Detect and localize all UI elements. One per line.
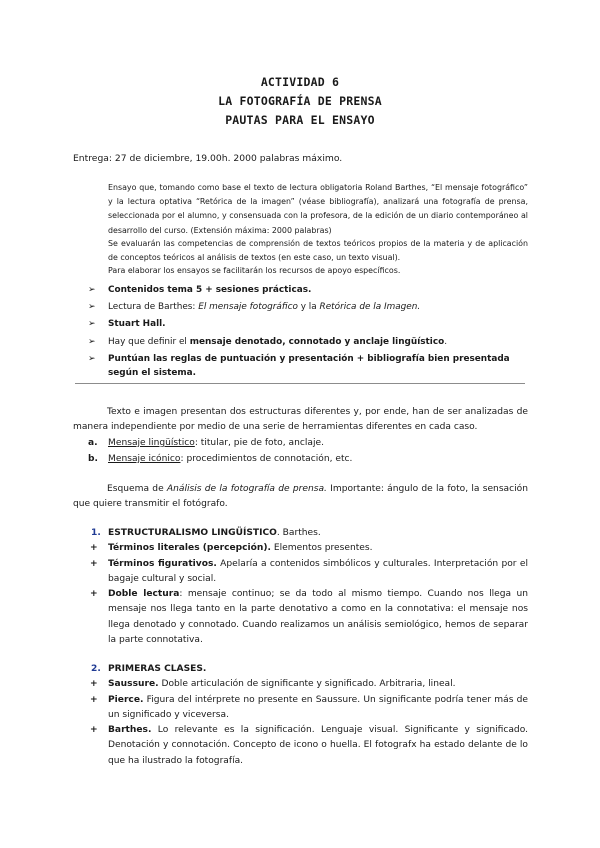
plus-bullet-icon: +	[90, 558, 98, 569]
guideline-text: .	[444, 336, 448, 347]
reading-title: El mensaje fotográfico	[198, 302, 298, 313]
guideline-item	[88, 300, 528, 314]
paragraph-text: Importante: ángulo de la foto, la sensación que quiere transmitir el fotógrafo.	[73, 484, 528, 509]
paragraph-text: Texto e imagen presentan dos estructuras diferentes y, por ende, han de ser analizadas de manera independiente por medio de una serie de herramientas diferentes en cada caso.	[73, 407, 528, 432]
guideline-text: Contenidos tema 5 + sesiones prácticas.	[108, 285, 312, 295]
section-item	[88, 587, 528, 648]
guideline-bold-text: mensaje denotado, connotado y anclaje lingüístico	[189, 336, 445, 347]
guideline-text: Puntúan las reglas de puntuación y presentación + bibliografía bien presentada según el sistema.	[108, 353, 510, 379]
paragraph-text: Esquema de	[107, 484, 167, 494]
arrow-bullet-icon: ➢	[88, 285, 96, 295]
section-primeras-clases	[88, 662, 528, 769]
item-term: Pierce.	[108, 694, 144, 705]
intro-paragraph-3: Para elaborar los ensayos se facilitarán los recursos de apoyo específicos.	[108, 266, 401, 275]
divider	[75, 383, 525, 384]
list-label: b.	[88, 454, 98, 464]
section-item	[88, 557, 528, 588]
guideline-item	[88, 352, 528, 380]
guideline-item	[88, 283, 528, 297]
item-term: Doble lectura	[108, 589, 180, 600]
list-item	[88, 435, 352, 451]
section-item	[88, 677, 528, 692]
section-item	[88, 541, 528, 556]
plus-bullet-icon: +	[90, 694, 98, 705]
list-text: : procedimientos de connotación, etc.	[180, 454, 353, 464]
section-item	[88, 693, 528, 724]
reading-title: Retórica de la Imagen.	[319, 302, 421, 313]
item-term: Términos literales (percepción).	[108, 543, 271, 554]
item-text: : mensaje continuo; se da todo al mismo tiempo. Cuando nos llega un mensaje nos llega tanto en la parte denotativo a como en la connotativa: el mensaje nos llega denotado y connotado. Cuando realizamos un análisis semiológico, hemos de separar la parte connotativa.	[108, 589, 529, 646]
guideline-text: Stuart Hall.	[108, 319, 166, 330]
list-label: a.	[88, 438, 98, 448]
intro-paragraph-1: Ensayo que, tomando como base el texto de lectura obligatoria Roland Barthes, “El mensaje fotográfico” y la lectura optativa “Retórica de la imagen” (véase bibliografía), analizará una fotografía de prensa, seleccionada por el alumno, y consensuada con la profesora, de la edición de un diario contemporáneo al desarrollo del curso. (Extensión máxima: 2000 palabras)	[108, 183, 528, 235]
list-term: Mensaje icónico	[108, 454, 181, 464]
guideline-text: y la	[297, 302, 320, 313]
message-types-list	[88, 435, 352, 467]
guideline-text: Hay que definir el	[108, 336, 190, 347]
plus-bullet-icon: +	[90, 679, 98, 690]
section-number: 1.	[91, 528, 101, 538]
arrow-bullet-icon: ➢	[88, 353, 96, 364]
list-term: Mensaje lingüístico	[108, 438, 195, 448]
section-title-text: ESTRUCTURALISMO LINGÜÍSTICO	[108, 528, 277, 538]
item-text: Apelaría a contenidos simbólicos y culturales. Interpretación por el bagaje cultural y social.	[108, 558, 528, 584]
guidelines-list	[88, 283, 528, 383]
plus-bullet-icon: +	[90, 543, 98, 554]
arrow-bullet-icon: ➢	[88, 336, 96, 347]
section-title-rest: . Barthes.	[276, 528, 321, 538]
item-text: Doble articulación de significante y significado. Arbitraria, lineal.	[158, 679, 456, 690]
item-term: Barthes.	[108, 725, 152, 736]
plus-bullet-icon: +	[90, 725, 98, 736]
activity-subtitle: LA FOTOGRAFÍA DE PRENSA	[218, 94, 382, 108]
list-item	[88, 451, 352, 467]
guideline-item	[88, 335, 528, 349]
section-title-text: PRIMERAS CLASES.	[108, 664, 207, 674]
item-term: Términos figurativos.	[108, 558, 217, 569]
guideline-text: Lectura de Barthes:	[108, 302, 199, 313]
arrow-bullet-icon: ➢	[88, 319, 96, 330]
guideline-item	[88, 317, 528, 331]
section-item	[88, 723, 528, 769]
section-number: 2.	[91, 664, 101, 674]
item-text: Figura del intérprete no presente en Saussure. Un significante podría tener más de un significado y viceversa.	[108, 694, 528, 720]
intro-paragraph-2: Se evaluarán las competencias de comprensión de textos teóricos propios de la materia y de aplicación de conceptos teóricos al análisis de textos (en este caso, un texto visual).	[108, 239, 528, 263]
section-title	[88, 662, 528, 677]
esquema-paragraph	[73, 482, 528, 512]
delivery-info: Entrega: 27 de diciembre, 19.00h. 2000 palabras máximo.	[73, 153, 343, 164]
paragraph-italic: Análisis de la fotografía de prensa.	[166, 484, 327, 494]
section-estructuralismo	[88, 526, 528, 648]
texto-imagen-paragraph	[73, 405, 528, 435]
list-text: : titular, pie de foto, anclaje.	[194, 438, 324, 448]
plus-bullet-icon: +	[90, 589, 98, 600]
item-text: Elementos presentes.	[271, 543, 373, 554]
activity-title: ACTIVIDAD 6	[260, 75, 340, 89]
activity-subtitle-2: PAUTAS PARA EL ENSAYO	[225, 113, 375, 127]
item-text: Lo relevante es la significación. Lenguaje visual. Significante y significado. Denotación y connotación. Concepto de icono o huella. El fotografx ha estado delante de lo que ha ilustrado la fotografía.	[108, 725, 528, 766]
section-title	[88, 526, 528, 541]
item-term: Saussure.	[108, 679, 159, 690]
arrow-bullet-icon: ➢	[88, 302, 96, 313]
